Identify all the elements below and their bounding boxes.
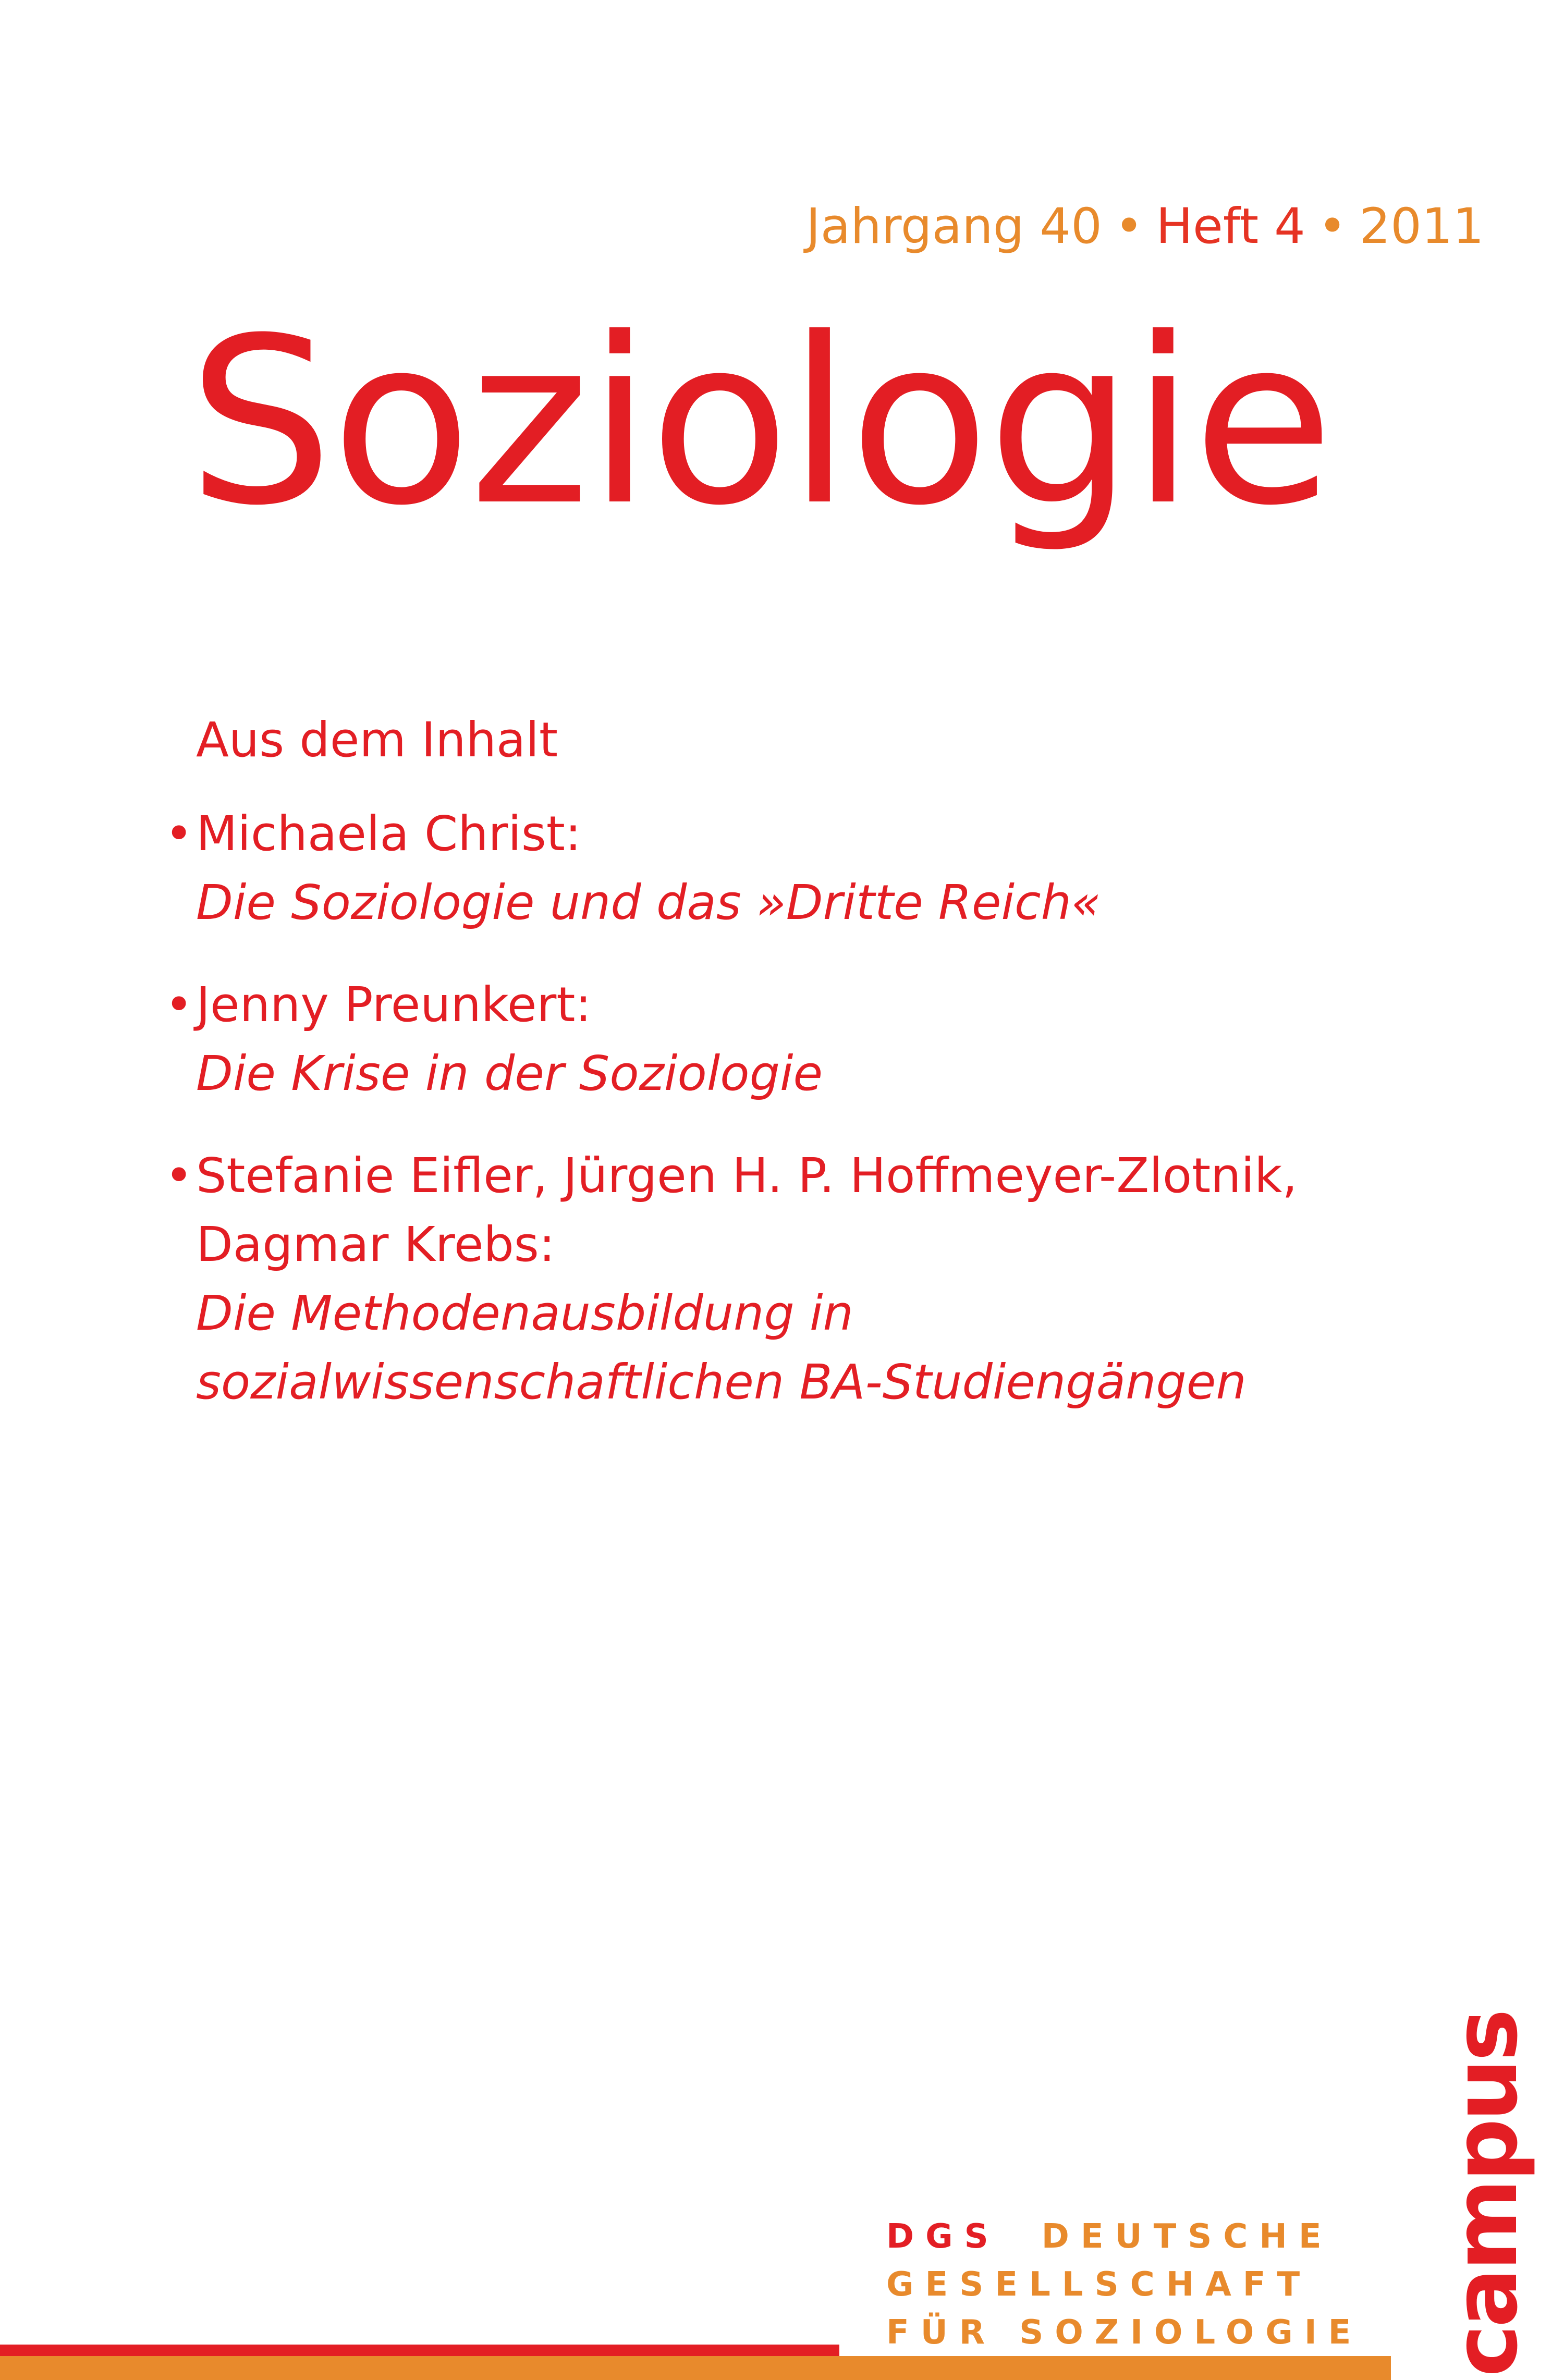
entry-title: Die Methodenausbildung in sozialwissenschaftlichen BA-Studiengängen — [196, 1285, 1247, 1410]
society-block — [886, 2213, 1362, 2357]
issue-info — [806, 188, 1484, 266]
contents-heading: Aus dem Inhalt — [196, 712, 558, 768]
society-name-3: FÜR SOZIOLOGIE — [886, 2313, 1363, 2352]
decorative-orange-bar — [0, 2356, 1391, 2380]
society-name-1: DEUTSCHE — [1041, 2217, 1333, 2256]
year-label: 2011 — [1359, 198, 1484, 255]
entry-author: Michaela Christ: — [196, 806, 581, 862]
entry-author: Stefanie Eifler, Jürgen H. P. Hoffmeyer-Zlotnik, Dagmar Krebs: — [196, 1148, 1298, 1272]
volume-label: Jahrgang 40 — [806, 198, 1102, 255]
society-acronym: DGS — [886, 2217, 1000, 2256]
separator-dot: • — [1114, 198, 1144, 255]
bullet-icon: • — [165, 1148, 193, 1204]
bullet-icon: • — [165, 977, 193, 1033]
contents-entry — [165, 971, 1395, 1108]
entry-title: Die Krise in der Soziologie — [196, 1046, 823, 1101]
entry-author: Jenny Preunkert: — [196, 977, 592, 1033]
society-name-2: GESELLSCHAFT — [886, 2265, 1312, 2304]
publisher-name: campus — [1434, 2011, 1537, 2377]
contents-entry — [165, 1142, 1395, 1417]
bullet-icon: • — [165, 806, 193, 862]
separator-dot: • — [1317, 198, 1347, 255]
publisher-logo — [1434, 2011, 1537, 2377]
contents-entry — [165, 800, 1395, 937]
table-of-contents — [165, 704, 1395, 1450]
issue-number-label: Heft 4 — [1156, 198, 1305, 255]
society-line-1 — [886, 2213, 1362, 2261]
entry-title: Die Soziologie und das »Dritte Reich« — [196, 875, 1101, 930]
decorative-red-bar — [0, 2345, 839, 2356]
journal-title: Soziologie — [188, 289, 1332, 556]
